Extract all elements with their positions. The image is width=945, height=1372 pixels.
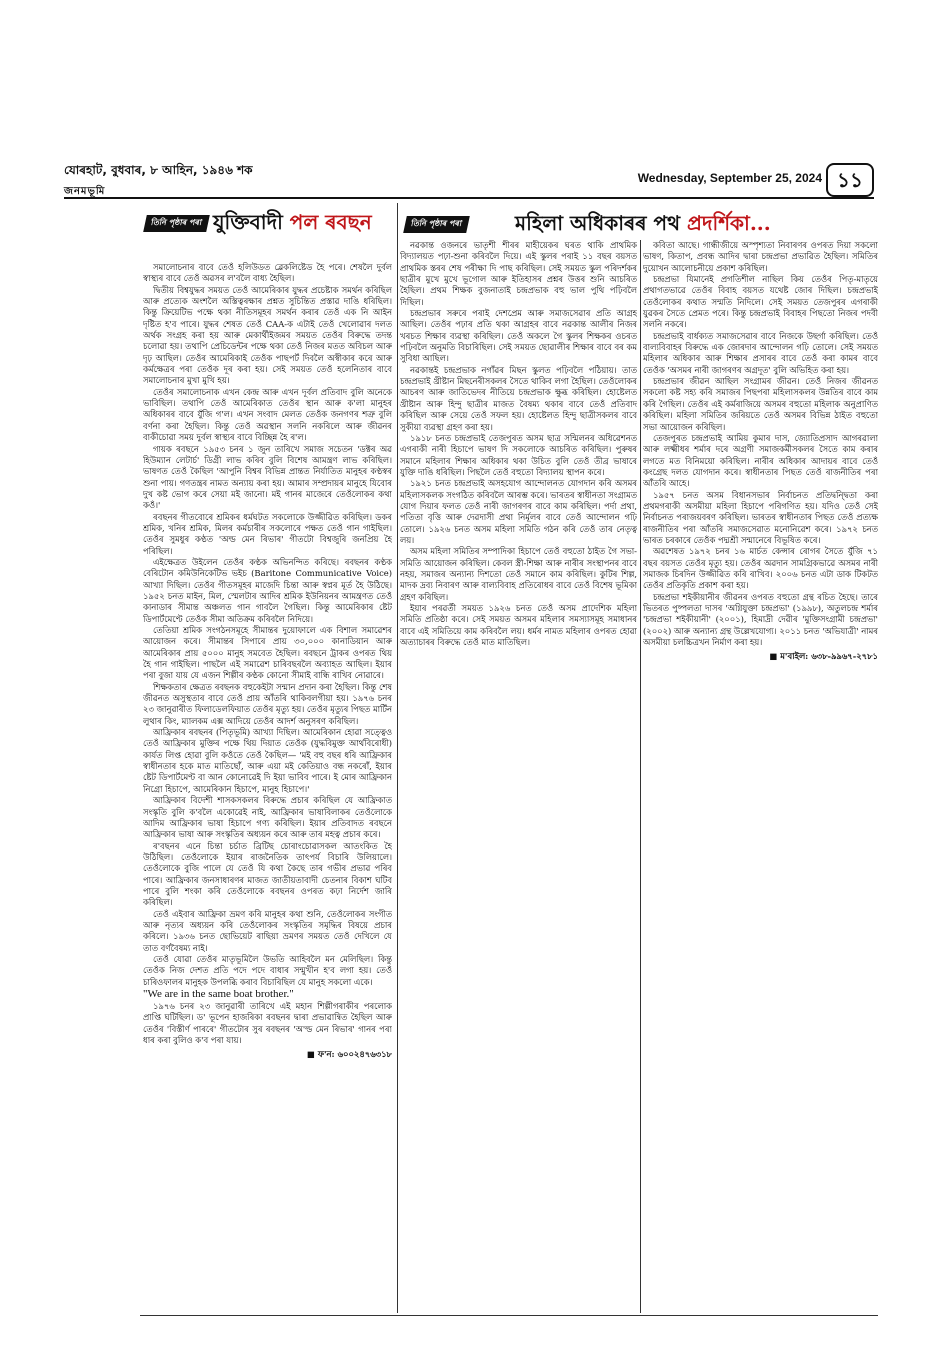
paragraph: তেজপুৰত চন্দ্ৰপ্ৰভাই আমিয় কুমাৰ দাস, জ্যোতিপ্ৰসাদ আগৰৱালা আৰু লক্ষ্মীধৰ শৰ্মাৰ দৰে অগ্ৰণী সমাজকৰ্মীসকলৰ সৈতে কাম কৰাৰ লগতে মত বিনিময়ো কৰিছিল। নাৰীৰ অধিকাৰ আদায়ৰ বাবে তেওঁ কংগ্ৰেছ দলত যোগদান কৰে। স্বাধীনতাৰ পিছত তেওঁ ৰাজনীতিৰ পৰা আঁতৰি আহে। <box>643 432 878 489</box>
paragraph: আফ্ৰিকাৰ বিদেশী শাসকসকলৰ বিৰুদ্ধে প্ৰচাৰ কৰিছিল যে আফ্ৰিকাত সংস্কৃতি বুলি ক'বলৈ একোৱেই নাই, আফ্ৰিকাৰ ভাষাবিলাকৰ তেওঁলোকে আদিম আফ্ৰিকাৰ ভাষা হিচাপে গণ্য কৰিছিল। ইয়াৰ প্ৰতিবাদত ৰবছনে আফ্ৰিকাৰ ভাষা আৰু সংস্কৃতিৰ অধ্যয়ন কৰে আৰু তাৰ মহত্ব প্ৰচাৰ কৰে। <box>143 795 392 840</box>
article2-headline <box>405 209 880 239</box>
paragraph: অৱশেষত ১৯৭২ চনৰ ১৬ মাৰ্চত কেন্সাৰ ৰোগৰ সৈতে যুঁজি ৭১ বছৰ বয়সত তেওঁৰ মৃত্যু হয়। তেওঁৰ অৱদান সামগ্ৰিকভাৱে অসমৰ নাৰী সমাজক চিৰদিন উজ্জীৱিত কৰি ৰাখিব। ২০০৬ চনত এটা ডাক টিকটত তেওঁৰ প্ৰতিকৃতি প্ৰকাশ কৰা হয়। <box>643 546 878 591</box>
paragraph: গায়ক ৰবছনে ১৯৫৩ চনৰ ১ জুন তাৰিখে সমাজ সচেতন 'ডক্টৰ অৱ হিউম্যান লেটাৰ্চ' ডিগ্ৰী লাভ কৰিব বুলি বিশেষ আমন্ত্ৰণ লাভ কৰিছিল। ভাষণত তেওঁ কৈছিল 'আপুনি বিশ্বৰ বিভিন্ন প্ৰান্তত নিৰ্যাতিত মানুহৰ কণ্ঠস্বৰ শুনা পায়। গণতন্ত্ৰৰ নামত অন্যায় কৰা হয়। আমাৰ সম্প্ৰদায়ৰ মানুহে যিবোৰ দুখ কষ্ট ভোগ কৰে সেয়া মই জানো। মই গানৰ মাজেৰে তেওঁলোকৰ কথা কওঁ।' <box>143 443 392 511</box>
paragraph: ১৯৭৬ চনৰ ২৩ জানুৱাৰী তাৰিখে এই মহান শিল্পীগৰাকীৰ পৰলোক প্ৰাপ্তি ঘটিছিল। ড' ভূপেন হাজৰিকা ৰবছনৰ দ্বাৰা প্ৰভাৱান্বিত হৈছিল আৰু তেওঁৰ 'বিস্তীৰ্ণ পাৰৰে' গীতটোৰ সুৰ ৰবছনৰ 'অ'ল্ড মেন ৰিভাৰ' গানৰ পৰা ধাৰ কৰা বুলিও ক'ব পৰা যায়। <box>143 1001 392 1046</box>
paragraph: কবিতা আছে। গান্ধীজীয়ে অস্পৃশ্যতা নিবাৰণৰ ওপৰত দিয়া সকলো ভাষণ, কিতাপ, প্ৰবন্ধ আদিৰ দ্বাৰা চন্দ্ৰপ্ৰভা প্ৰভাৱিত হৈছিল। সমিতিৰ দুয়োখন আলোচনীয়ে প্ৰকাশ কৰিছিল। <box>643 240 878 273</box>
paragraph: ৰবছনৰ গীতবোৰে শ্ৰমিকৰ ধৰ্মঘটত সকলোকে উজ্জীৱিত কৰিছিল। ডকৰ শ্ৰমিক, খনিৰ শ্ৰমিক, মিলৰ কৰ্মচাৰীৰ সকলোৰে পক্ষত তেওঁ গান গাইছিল। তেওঁৰ সুমধুৰ কণ্ঠত 'অল্ড মেন ৰিভাৰ' গীতটো বিশ্বজুৰি জনপ্ৰিয় হৈ পৰিছিল। <box>143 511 392 556</box>
article2-column-a <box>400 240 637 1310</box>
author-contact: ■ ফ'ন: ৬০০২৪৭৬৩১৮ <box>307 1049 392 1060</box>
paragraph: চন্দ্ৰপ্ৰভাৰ সৰুৰে পৰাই দেশপ্ৰেম আৰু সমাজসেৱাৰ প্ৰতি আগ্ৰহ আছিল। তেওঁৰ পঢ়াৰ প্ৰতি থকা আগ্ৰহৰ বাবে নৱকান্ত আলীৰ নিজৰ খৰচত শিক্ষাৰ ব্যৱস্থা কৰিছিল। তেওঁ অকলে গৈ স্কুলৰ শিক্ষকৰ ওচৰত পঢ়িবলৈ অনুমতি বিচাৰিছিল। সেই সময়ত ছোৱালীৰ শিক্ষাৰ বাবে বৰ কম সুবিধা আছিল। <box>400 308 637 364</box>
paragraph: সমালোচনাৰ বাবে তেওঁ হলিউডত ব্লেকলিষ্টেড হৈ পৰে। শেষলৈ দুৰ্বল স্বাস্থ্যৰ বাবে তেওঁ অৱসৰ ল'বলৈ বাধ্য হৈছিল। <box>143 262 392 284</box>
continued-tag: তিনি পৃষ্ঠাৰ পৰা <box>403 216 469 233</box>
page-header <box>64 160 874 198</box>
article1-headline <box>143 208 393 262</box>
paragraph: আফ্ৰিকাৰ ৰবছনৰ (পিতৃভূমি) আখ্যা দিছিল। আমেৰিকান হোৱা সত্ত্বেও তেওঁ আফ্ৰিকাৰ মুক্তিৰ পক্ষে থিয় দিয়াত তেওঁক (যুদ্ধবিমুক্ত আৰ্থবিৰোধী) কাৰ্যত লিপ্ত হোৱা বুলি কওঁতে তেওঁ কৈছিল— 'মই বহু বছৰ ধৰি আফ্ৰিকাৰ স্বাধীনতাৰ হকে মাত মাতিছোঁ, আৰু এয়া মই কেতিয়াও বন্ধ নকৰোঁ, ইয়াৰ ষ্টেট ডিপাৰ্টমেণ্ট বা আন কোনোৱেই দি ইয়া ভাবিব পাৰে। ই মোৰ আফ্ৰিকান নিগ্ৰো হিচাপে, আমেৰিকান হিচাপে, মানুহ হিচাপে।' <box>143 727 392 794</box>
newspaper-logo: জনমভূমি <box>64 186 106 197</box>
paragraph: ৰ'বছনৰ এনে চিন্তা চৰ্চাত ব্ৰিটিছ চোৰাংচোৱাসকল আতংকিত হৈ উঠিছিল। তেওঁলোকে ইয়াৰ ৰাজনৈতিক তাৎপৰ্য বিচাৰি উলিয়ালে। তেওঁলোকে বুজি পালে যে তেওঁ যি কথা কৈছে তাৰ গভীৰ প্ৰভাৱ পৰিব পাৰে। আফ্ৰিকাৰ জনসাধাৰণৰ মাজত জাতীয়তাবাদী চেতনাৰ বিকাশ ঘটিব পাৰে বুলি শংকা কৰি তেওঁলোকে ৰবছনৰ ওপৰত কঢ়া নিৰ্দেশ জাৰি কৰিছিল। <box>143 840 392 908</box>
paragraph: নৱকান্ত ওজনৰে ভাতৃশী শীৰৰ মাহীয়েকৰ ঘৰত থাকি প্ৰাথমিক বিদ্যালয়ত পঢ়া-শুনা কৰিবলৈ দিয়ে। এই স্কুলৰ পৰাই ১১ বছৰ বয়সত প্ৰাথমিক স্তৰৰ শেষ পৰীক্ষা দি পাছ কৰিছিল। সেই সময়ত স্কুল পৰিদৰ্শকৰ ছাত্ৰীৰ মুখে মুখে ভূগোল আৰু ইতিহাসৰ প্ৰশ্নৰ উত্তৰ শুনি আচৰিত হৈছিল। প্ৰথম শিক্ষক বুজনাতাই চন্দ্ৰপ্ৰভাক বহু ভাল পুথি পঢ়িবলৈ দিছিল। <box>400 240 637 307</box>
paragraph: ১৯১৮ চনত চন্দ্ৰপ্ৰভাই তেজপুৰত অসম ছাত্ৰ সন্মিলনৰ অধিৱেশনত এগৰাকী নাৰী হিচাপে ভাষণ দি সকলোকে আচৰিত কৰিছিল। পুৰুষৰ সমানে মহিলাৰ শিক্ষাৰ অধিকাৰ থকা উচিত বুলি তেওঁ তীব্ৰ ভাষাৰে যুক্তি দাঙি ধৰিছিল। পিছলৈ তেওঁ বহুতো বিদ্যালয় স্থাপন কৰে। <box>400 432 637 477</box>
pull-quote: "We are in the same boat brother." <box>143 988 294 1000</box>
paragraph: তেতিয়া শ্ৰমিক সংগঠনসমূহে সীমান্তৰ দুয়োফালে এক বিশাল সমাৱেশৰ আয়োজন কৰে। সীমান্তৰ সিপাৰে প্ৰায় ৩০,০০০ কানাডিয়ান আৰু আমেৰিকাৰ প্ৰায় ৫০০০ মানুহ সমবেত হৈছিল। ৰবছনে ট্ৰাকৰ ওপৰত থিয় হৈ গান গাইছিল। পাছলৈ এই সমাৱেশ চাৰিবছৰলৈ অব্যাহত আছিল। ইয়াৰ পৰা বুজা যায় যে এজন শিল্পীৰ কণ্ঠক কোনো সীমাই বান্ধি ৰাখিব নোৱাৰে। <box>143 625 392 681</box>
article1-title-red: পল ৰবছন <box>289 210 372 234</box>
paragraph: ১৯৫৭ চনত অসম বিধানসভাৰ নিৰ্বাচনত প্ৰতিদ্বন্দ্বিতা কৰা প্ৰথমগৰাকী অসমীয়া মহিলা হিচাপে পৰিগণিত হয়। যদিও তেওঁ সেই নিৰ্বাচনত পৰাজয়বৰণ কৰিছিল। ভাৰতৰ স্বাধীনতাৰ পিছত তেওঁ প্ৰত্যক্ষ ৰাজনীতিৰ পৰা আঁতৰি সমাজসেৱাত মনোনিৱেশ কৰে। ১৯৭২ চনত ভাৰত চৰকাৰে তেওঁক পদ্মশ্ৰী সন্মানেৰে বিভূষিত কৰে। <box>643 489 878 545</box>
paragraph: চন্দ্ৰপ্ৰভাই বাৰ্ধক্যত সমাজসেৱাৰ বাবে নিজকে উছৰ্গা কৰিছিল। তেওঁ বাল্যবিবাহৰ বিৰুদ্ধে এক জোৰদাৰ আন্দোলন গঢ়ি তোলে। সেই সময়ত মহিলাৰ অধিকাৰ আৰু শিক্ষাৰ প্ৰসাৰৰ বাবে তেওঁ কৰা কামৰ বাবে তেওঁক 'অসমৰ নাৰী জাগৰণৰ অগ্ৰদূত' বুলি অভিহিত কৰা হয়। <box>643 330 878 375</box>
paragraph: তেওঁ যোৱা তেওঁৰ মাতৃভূমিলৈ উভতি আহিবলৈ মন মেলিছিল। কিন্তু তেওঁক নিজ দেশত প্ৰতি পদে পদে বাধাৰ সন্মুখীন হ'ব লগা হয়। তেওঁ চাৰিওফালৰ মানুহক উপলব্ধি কৰাব বিচাৰিছিল যে মানুহ সকলো একে। <box>143 953 392 987</box>
paragraph: শিক্ষকতাৰ ক্ষেত্ৰত ৰবছনক বহুকেইটা সন্মান প্ৰদান কৰা হৈছিল। কিন্তু শেষ জীৱনত অসুস্থতাৰ বাবে তেওঁ প্ৰায় আঁতৰি থাকিবলগীয়া হয়। ১৯৭৬ চনৰ ২৩ জানুৱাৰীত ফিলাডেলফিয়াত তেওঁৰ মৃত্যু হয়। তেওঁৰ মৃত্যুৰ পিছত মাৰ্টিন লুথাৰ কিং, ম্যালকম এক্স আদিয়ে তেওঁৰ আদৰ্শ অনুসৰণ কৰিছিল। <box>143 681 392 726</box>
paragraph: তেওঁৰ সমালোচনাক এখন কেন্দ্ৰ আৰু এখন দূৰ্বল প্ৰতিবাদ বুলি অনেকে ভাবিছিল। তথাপি তেওঁ আমেৰিকাত তেওঁৰ স্থান আৰু ক'লা মানুহৰ অধিকাৰৰ বাবে যুঁজি গ'ল। এখন সংবাদ মেলত তেওঁক জনগণৰ শত্ৰু বুলি বৰ্ণনা কৰা হৈছিল। কিন্তু তেওঁ অৱস্থান সলনি নকৰিলে আৰু জীৱনৰ বাকীচোৱা সময় দুৰ্বল স্বাস্থ্যৰ বাবে বিচ্ছিন্ন হৈ ৰ'ল। <box>143 386 392 443</box>
article2-column-b <box>643 240 878 1310</box>
article2-title-black: মহিলা অধিকাৰৰ পথ <box>515 211 688 235</box>
dateline: যোৰহাট, বুধবাৰ, ৮ আহিন, ১৯৪৬ শক <box>64 163 253 177</box>
paragraph: ইয়াৰ পৰৱৰ্তী সময়ত ১৯২৬ চনত তেওঁ অসম প্ৰাদেশিক মহিলা সমিতি প্ৰতিষ্ঠা কৰে। সেই সময়ত অসমৰ মহিলাৰ সমস্যাসমূহ সমাধানৰ বাবে এই সমিতিয়ে কাম কৰিবলৈ লয়। ধৰ্মৰ নামত মহিলাৰ ওপৰত হোৱা অত্যাচাৰৰ বিৰুদ্ধে তেওঁ মাত মাতিছিল। <box>400 603 637 648</box>
paragraph: অসম মহিলা সমিতিৰ সম্পাদিকা হিচাপে তেওঁ বহুতো ঠাইত গৈ সভা-সমিতি আয়োজন কৰিছিল। কেবল স্ত্ৰী-শিক্ষা আৰু নাৰীৰ সংস্থাপনৰ বাবে নহয়, সমাজৰ অন্যান্য দিশতো তেওঁ সমানে কাম কৰিছিল। কুটিৰ শিল্প, মাদক দ্ৰব্য নিবাৰণ আৰু বাল্যবিবাহ প্ৰতিৰোধৰ বাবে তেওঁ বিশেষ ভূমিকা গ্ৰহণ কৰিছিল। <box>400 546 637 602</box>
article2-title-red: প্ৰদৰ্শিকা... <box>687 211 771 235</box>
header-rule <box>64 197 874 199</box>
article1-body <box>143 262 392 1372</box>
paragraph: চন্দ্ৰপ্ৰভাৰ জীৱন আছিল সংগ্ৰামৰ জীৱন। তেওঁ নিজৰ জীৱনত সকলো কষ্ট সহ্য কৰি সমাজৰ পিছপৰা মহিলাসকলৰ উন্নতিৰ বাবে কাম কৰি গৈছিল। তেওঁৰ এই কৰ্মৰাজিয়ে অসমৰ বহুতো মহিলাক অনুপ্ৰাণিত কৰিছিল। মহিলা সমিতিৰ জৰিয়তে তেওঁ অসমৰ বিভিন্ন ঠাইত বহুতো সভা আয়োজন কৰিছিল। <box>643 376 878 432</box>
paragraph: দ্বিতীয় বিশ্বযুদ্ধৰ সময়ত তেওঁ আমেৰিকাৰ যুদ্ধৰ প্ৰচেষ্টাক সমৰ্থন কৰিছিল আৰু প্ৰত্যেক অংশলৈ অস্তিত্বৰক্ষাৰ প্ৰশ্নত সুচিন্তিত প্ৰস্তাৱ দাঙি ধৰিছিল। কিন্তু ক্ৰিয়েটিভ পক্ষে থকা নীতিসমূহৰ সমৰ্থন কৰাৰ তেওঁ এক নি আইন দৃষ্টিত হ'ব পাৰে। যুদ্ধৰ শেষত তেওঁ CAA-ক এটাই তেওঁ খেলোৱাৰ দলত অৰ্থক সংগ্ৰহ কৰা হয় আৰু মেকাৰ্থীইজমৰ সময়ত তেওঁৰ বিৰুদ্ধে তদন্ত চলোৱা হয়। তথাপি প্ৰেচিডেন্টৰ পক্ষে থকা তেওঁ নিজৰ মতত অবিচল আৰু দৃঢ় আছিল। তেওঁৰ আমেৰিকাই তেওঁক পাছপৰ্ট দিবলৈ অস্বীকাৰ কৰে আৰু কৰ্মক্ষেত্ৰৰ পৰা তেওঁক দূৰ কৰা হয়। সেই সময়ত তেওঁ হলেনিতাৰ বাবে সমালোচনাৰ মুখা মুখি হয়। <box>143 284 392 386</box>
english-date: Wednesday, September 25, 2024 <box>637 171 822 185</box>
paragraph: নৱকান্তই চন্দ্ৰপ্ৰভাক নগাঁৱৰ মিছন স্কুলত পঢ়িবলৈ পঠিয়ায়। তাত চন্দ্ৰপ্ৰভাই খ্ৰীষ্টান মিছনেৰীসকলৰ সৈতে থাকিব লগা হৈছিল। তেওঁলোকৰ আচৰণ আৰু জাতিভেদৰ নীতিয়ে চন্দ্ৰপ্ৰভাক ক্ষুব্ধ কৰিছিল। হোষ্টেলত খ্ৰীষ্টান আৰু হিন্দু ছাত্ৰীৰ মাজত বৈষম্য থকাৰ বাবে তেওঁ প্ৰতিবাদ কৰিছিল আৰু সেয়ে তেওঁ সফল হয়। হোষ্টেলত হিন্দু ছাত্ৰীসকলৰ বাবে সুকীয়া ব্যৱস্থা গ্ৰহণ কৰা হয়। <box>400 364 637 432</box>
article1-title-black: যুক্তিবাদী <box>213 210 290 234</box>
paragraph: ১৯২১ চনত চন্দ্ৰপ্ৰভাই অসহযোগ আন্দোলনত যোগদান কৰি অসমৰ মহিলাসকলক সংগঠিত কৰিবলৈ আৰম্ভ কৰে। ভাৰতৰ স্বাধীনতা সংগ্ৰামত যোগ দিয়াৰ ফলত তেওঁ নাৰী জাগৰণৰ বাবে কাম কৰিছিল। পৰ্দা প্ৰথা, পতিতা বৃত্তি আৰু দেৱদাসী প্ৰথা নিৰ্মূলৰ বাবে তেওঁ আন্দোলন গঢ়ি তোলে। ১৯২৬ চনত অসম মহিলা সমিতি গঠন কৰি তেওঁ তাৰ নেতৃত্ব লয়। <box>400 478 637 545</box>
page-number: ১১ <box>826 163 874 197</box>
column-divider <box>397 203 398 1313</box>
paragraph: চন্দ্ৰপ্ৰভা শইকীয়ানীৰ জীৱনৰ ওপৰত বহুতো গ্ৰন্থ ৰচিত হৈছে। তাৰে ভিতৰত পুষ্পলতা দাসৰ 'অগ্নিযুক্তা চন্দ্ৰপ্ৰভা' (১৯৯৮), অতুলচন্দ্ৰ শৰ্মাৰ 'চন্দ্ৰপ্ৰভা শইকীয়ানী' (২০০১), হিমাদ্ৰী দেৱীৰ 'মুক্তিসংগ্ৰামী চন্দ্ৰপ্ৰভা' (২০০২) আৰু অন্যান্য গ্ৰন্থ উল্লেখযোগ্য। ২০১১ চনত 'অভিযাত্ৰী' নামৰ অসমীয়া চলচ্চিত্ৰখন নিৰ্মাণ কৰা হয়। <box>643 591 878 648</box>
author-contact: ■ ম'বাইল: ৬৩৮-৯৯৬৭-২৭৮১ <box>769 651 878 662</box>
paragraph: তেওঁ এইবাৰ আফ্ৰিকা ভ্ৰমণ কৰি মানুহৰ কথা শুনি, তেওঁলোকৰ সংগীত আৰু নৃত্যৰ অধ্যয়ন কৰি তেওঁলোকৰ সংস্কৃতিৰ সমৃদ্ধিৰ বিষয়ে প্ৰচাৰ কৰিলে। ১৯৩৬ চনত ছোভিয়েট ৰাছিয়া ভ্ৰমণৰ সময়ত তেওঁ দেখিলে যে তাত বৰ্ণবৈষম্য নাই। <box>143 908 392 953</box>
column-divider <box>640 240 641 1313</box>
paragraph: এইক্ষেত্ৰত উইলেন তেওঁৰ কণ্ঠক অভিনন্দিত কৰিছে। ৰবছনৰ কণ্ঠক বেৰিটোন কমিউনিকেটিভ ভইচ (Baritone Communicative Voice) আখ্যা দিছিল। তেওঁৰ গীতসমূহৰ মাজেদি চিন্তা আৰু স্বপ্নৰ মূৰ্ত হৈ উঠিছে। ১৯৫২ চনত মাইন, মিল, স্মেলটাৰ আদিৰ শ্ৰমিক ইউনিয়নৰ আমন্ত্ৰণত তেওঁ কানাডাৰ সীমান্ত অঞ্চলত গান গাবলৈ গৈছিল। কিন্তু আমেৰিকাৰ ষ্টেট ডিপাৰ্টমেণ্টে তেওঁক সীমা অতিক্ৰম কৰিবলৈ নিদিয়ে। <box>143 556 392 624</box>
continued-tag: তিনি পৃষ্ঠাৰ পৰা <box>143 215 209 232</box>
paragraph: চন্দ্ৰপ্ৰভা যিমানেই প্ৰগতিশীল নাছিল কিয় তেওঁৰ পিতৃ-মাতৃয়ে প্ৰথাগতভাৱে তেওঁৰ বিবাহ বয়সত যথেষ্ট জোৰ দিছিল। চন্দ্ৰপ্ৰভাই তেওঁলোকৰ কথাত সন্মতি নিদিলে। সেই সময়ত তেজপুৰৰ এগৰাকী যুৱকৰ সৈতে প্ৰেমত পৰে। কিন্তু চন্দ্ৰপ্ৰভাই বিবাহৰ পিছতো নিজৰ পদবী সলনি নকৰে। <box>643 274 878 330</box>
